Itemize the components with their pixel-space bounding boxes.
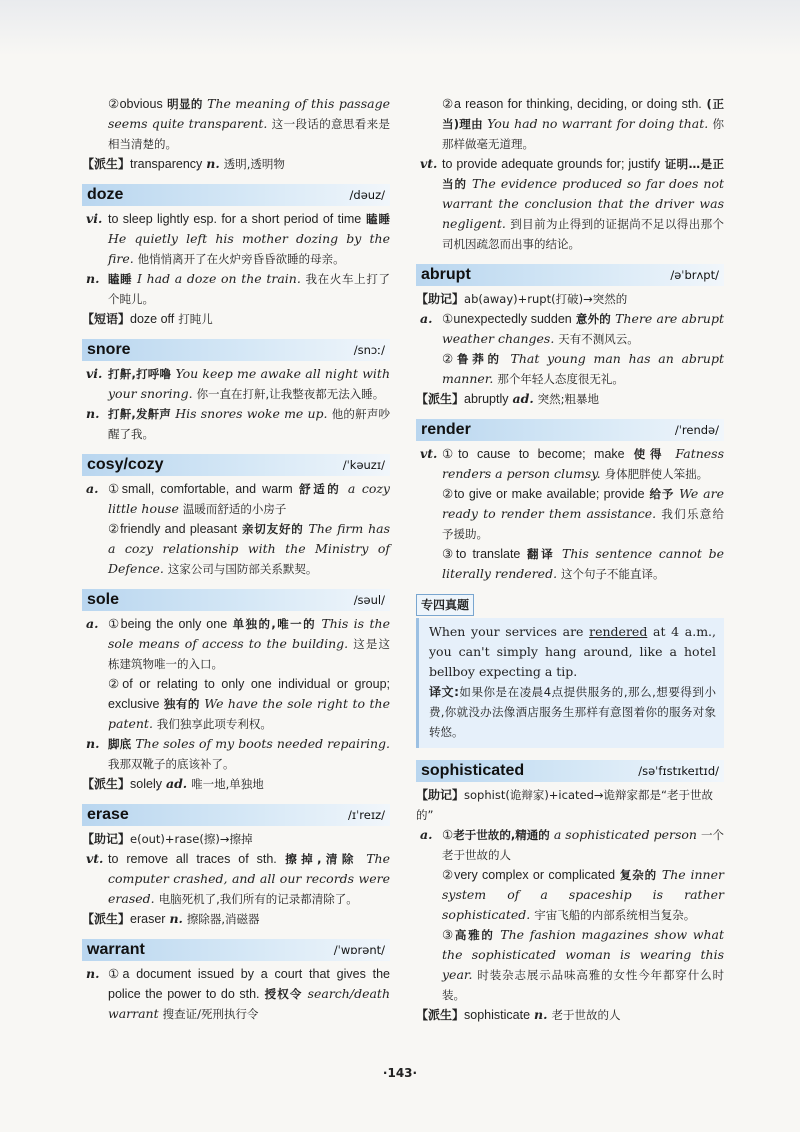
sense: n. 瞌睡 I had a doze on the train. 我在火车上打了个盹儿。 <box>86 271 391 306</box>
derivative-line: 【派生】transparency n. 透明,透明物 <box>82 156 285 171</box>
sense: vi. 打鼾,打呼噜 You keep me awake all night with your snoring. 你一直在打鼾,让我整夜都无法入睡。 <box>86 366 390 401</box>
exam-translation: 译文:如果你是在凌晨4点提供服务的,那么,想要得到小费,你就没办法像酒店服务生那样有意图着你的服务对象转悠。 <box>429 685 716 739</box>
exam-question-title: 专四真题 <box>416 594 474 616</box>
sense: vt. to remove all traces of sth. 擦掉,清除 The computer crashed, and all our records were erased. 电脑死机了,我们所有的记录都清除了。 <box>86 851 390 906</box>
sense: ②of or relating to only one individual or group; exclusive 独有的 We have the sole right to the patent. 我们独享此项专利权。 <box>108 676 390 731</box>
headword-bar <box>416 760 724 782</box>
headword: sole <box>87 591 120 608</box>
sense: ③to translate 翻译 This sentence cannot be literally rendered. 这个句子不能直译。 <box>442 546 724 581</box>
phrase-line: 【短语】doze off 打盹儿 <box>82 312 213 326</box>
page-number: ·143· <box>382 1066 418 1080</box>
pronunciation: /ɪˈreɪz/ <box>347 808 385 822</box>
headword: render <box>421 421 471 438</box>
entry-render <box>416 419 724 584</box>
entry-erase <box>82 804 390 929</box>
headword: abrupt <box>421 266 471 283</box>
headword-bar <box>82 454 390 476</box>
headword-bar <box>82 589 390 611</box>
sense: n. 打鼾,发鼾声 His snores woke me up. 他的鼾声吵醒了我。 <box>86 406 391 441</box>
sense: vi. to sleep lightly esp. for a short period of time 瞌睡 He quietly left his mother dozing by the fire. 他悄悄离开了在火炉旁昏昏欲睡的母亲。 <box>86 211 391 266</box>
headword-bar <box>82 339 390 361</box>
headword: warrant <box>87 941 145 958</box>
page-top-strip <box>0 0 800 56</box>
entry-snore <box>82 339 390 444</box>
sense: n. ①a document issued by a court that gives the police the power to do sth. 授权令 search/death warrant 搜查证/死刑执行令 <box>86 966 390 1021</box>
entry-sole <box>82 589 390 794</box>
headword-bar <box>82 804 390 826</box>
entry-warrant-continued <box>416 94 724 254</box>
exam-question-box <box>416 594 724 748</box>
pronunciation: /səˈfɪstɪkeɪtɪd/ <box>638 764 719 778</box>
derivative-line: 【派生】sophisticate n. 老于世故的人 <box>416 1007 621 1022</box>
sense: a. ①老于世故的,精通的 a sophisticated person 一个老于世故的人 <box>420 827 724 862</box>
entry-cosy <box>82 454 390 579</box>
headword: snore <box>87 341 131 358</box>
entry-doze <box>82 184 390 329</box>
pronunciation: /dəuz/ <box>349 188 385 202</box>
headword: cosy/cozy <box>87 456 164 473</box>
entry-continuation-transparent <box>82 94 390 174</box>
sense: vt. to provide adequate grounds for; justify 证明…是正当的 The evidence produced so far does not warrant the conclusion that the driver was negligent. 到目前为止得到的证据尚不足以得出那个司机因疏忽而出事的结论。 <box>420 156 724 251</box>
entry-sophisticated <box>416 760 724 1025</box>
sense: ②鲁莽的 That young man has an abrupt manner. 那个年轻人态度很无礼。 <box>442 351 724 386</box>
headword-bar <box>82 184 390 206</box>
sense: a. ①small, comfortable, and warm 舒适的 a cozy little house 温暖而舒适的小房子 <box>86 481 390 516</box>
headword-bar <box>82 939 390 961</box>
headword: erase <box>87 806 129 823</box>
sense: n. 脚底 The soles of my boots needed repairing. 我那双靴子的底该补了。 <box>86 736 390 771</box>
entry-abrupt <box>416 264 724 409</box>
sense: ②obvious 明显的 The meaning of this passage seems quite transparent. 这一段话的意思看来是相当清楚的。 <box>108 96 391 151</box>
sense: ③高雅的 The fashion magazines show what the sophisticated woman is wearing this year. 时装杂志展示品味高雅的女性今年都穿什么时装。 <box>442 927 724 1002</box>
sense: ②friendly and pleasant 亲切友好的 The firm has a cozy relationship with the Ministry of Defence. 这家公司与国防部关系默契。 <box>108 521 390 576</box>
derivative-line: 【派生】eraser n. 擦除器,消磁器 <box>82 911 260 926</box>
headword-bar <box>416 264 724 286</box>
derivative-line: 【派生】solely ad. 唯一地,单独地 <box>82 776 264 791</box>
headword: sophisticated <box>421 762 525 779</box>
sense: ②very complex or complicated 复杂的 The inner system of a spaceship is rather sophisticated. 宇宙飞船的内部系统相当复杂。 <box>442 867 724 922</box>
exam-question-body <box>416 618 724 748</box>
left-column <box>82 94 390 1034</box>
sense: ②to give or make available; provide 给予 We are ready to render them assistance. 我们乐意给予援助。 <box>442 486 725 541</box>
exam-sentence: When your services are rendered at 4 a.m., you can't simply hang around, like a hotel bellboy expecting a tip. <box>429 624 716 679</box>
pronunciation: /ˈwɒrənt/ <box>333 943 385 957</box>
sense: vt. ①to cause to become; make 使得 Fatness renders a person clumsy. 身体肥胖使人笨拙。 <box>420 446 724 481</box>
sense: ②a reason for thinking, deciding, or doing sth. (正当)理由 You had no warrant for doing that. 你那样做毫无道理。 <box>442 96 724 151</box>
pronunciation: /snɔː/ <box>353 343 385 357</box>
pronunciation: /əˈbrʌpt/ <box>670 268 719 282</box>
headword: doze <box>87 186 124 203</box>
sense: a. ①unexpectedly sudden 意外的 There are abrupt weather changes. 天有不测风云。 <box>420 311 724 346</box>
mnemonic-line: 【助记】sophist(诡辩家)+icated→诡辩家都是“老于世故的” <box>416 788 713 822</box>
mnemonic-line: 【助记】ab(away)+rupt(打破)→突然的 <box>416 292 628 306</box>
pronunciation: /ˈkəuzɪ/ <box>342 458 385 472</box>
sense: a. ①being the only one 单独的,唯一的 This is the sole means of access to the building. 这是这栋建筑物唯一的入口。 <box>86 616 390 671</box>
pronunciation: /səul/ <box>353 593 385 607</box>
mnemonic-line: 【助记】e(out)+rase(擦)→擦掉 <box>82 832 253 846</box>
right-column <box>416 94 724 1035</box>
pronunciation: /ˈrendə/ <box>674 423 719 437</box>
derivative-line: 【派生】abruptly ad. 突然;粗暴地 <box>416 391 600 406</box>
headword-bar <box>416 419 724 441</box>
entry-warrant <box>82 939 390 1024</box>
